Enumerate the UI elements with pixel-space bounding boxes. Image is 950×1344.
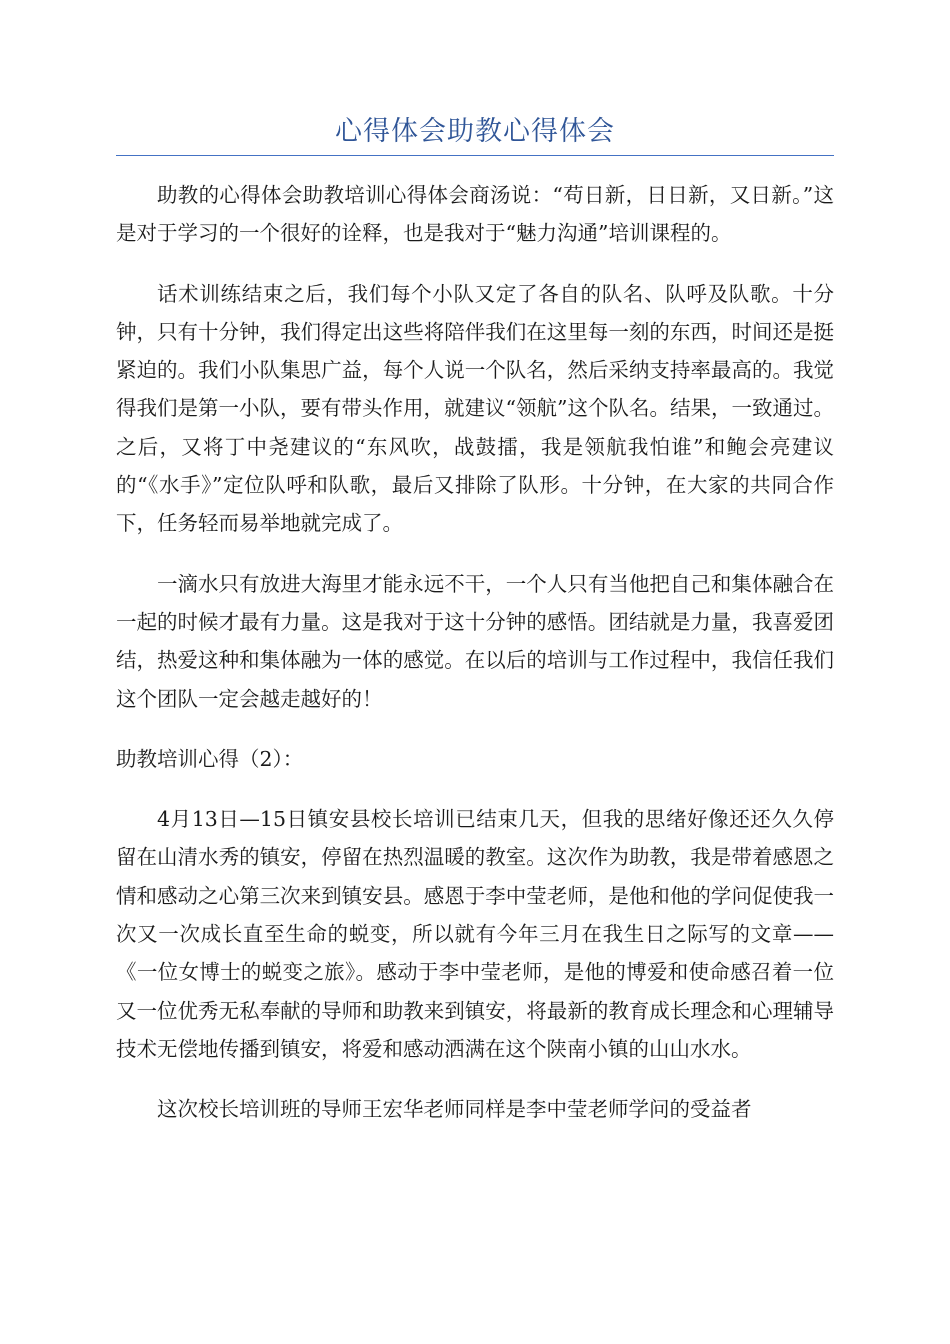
document-title: 心得体会助教心得体会 <box>335 116 615 147</box>
paragraph-1: 助教的心得体会助教培训心得体会商汤说：“苟日新，日日新，又日新。”这是对于学习的一个很好的诠释，也是我对于“魅力沟通”培训课程的。 <box>116 183 834 246</box>
title-underline <box>116 155 834 156</box>
paragraph-2: 话术训练结束之后，我们每个小队又定了各自的队名、队呼及队歌。十分钟，只有十分钟，我们得定出这些将陪伴我们在这里每一刻的东西，时间还是挺紧迫的。我们小队集思广益，每个人说一个队名，然后采纳支持率最高的。我觉得我们是第一小队，要有带头作用，就建议“领航”这个队名。结果，一致通过。之后，又将丁中尧建议的“东风吹，战鼓擂，我是领航我怕谁”和鲍会亮建议的“《水手》”定位队呼和队歌，最后又排除了队形。十分钟，在大家的共同合作下，任务轻而易举地就完成了。 <box>116 281 834 536</box>
document-body <box>116 176 834 1129</box>
paragraph-5: 这次校长培训班的导师王宏华老师同样是李中莹老师学问的受益者 <box>157 1097 752 1122</box>
paragraph-4: 4月13日—15日镇安县校长培训已结束几天，但我的思绪好像还还久久停留在山清水秀的镇安，停留在热烈温暖的教室。这次作为助教，我是带着感恩之情和感动之心第三次来到镇安县。感恩于李中莹老师，是他和他的学问促使我一次又一次成长直至生命的蜕变，所以就有今年三月在我生日之际写的文章——《一位女博士的蜕变之旅》。感动于李中莹老师，是他的博爱和使命感召着一位又一位优秀无私奉献的导师和助教来到镇安，将最新的教育成长理念和心理辅导技术无偿地传播到镇安，将爱和感动洒满在这个陕南小镇的山山水水。 <box>116 807 834 1061</box>
paragraph-3: 一滴水只有放进大海里才能永远不干，一个人只有当他把自己和集体融合在一起的时候才最有力量。这是我对于这十分钟的感悟。团结就是力量，我喜爱团结，热爱这种和集体融为一体的感觉。在以后的培训与工作过程中，我信任我们这个团队一定会越走越好的！ <box>116 571 834 711</box>
section-heading: 助教培训心得（2）： <box>116 746 304 771</box>
